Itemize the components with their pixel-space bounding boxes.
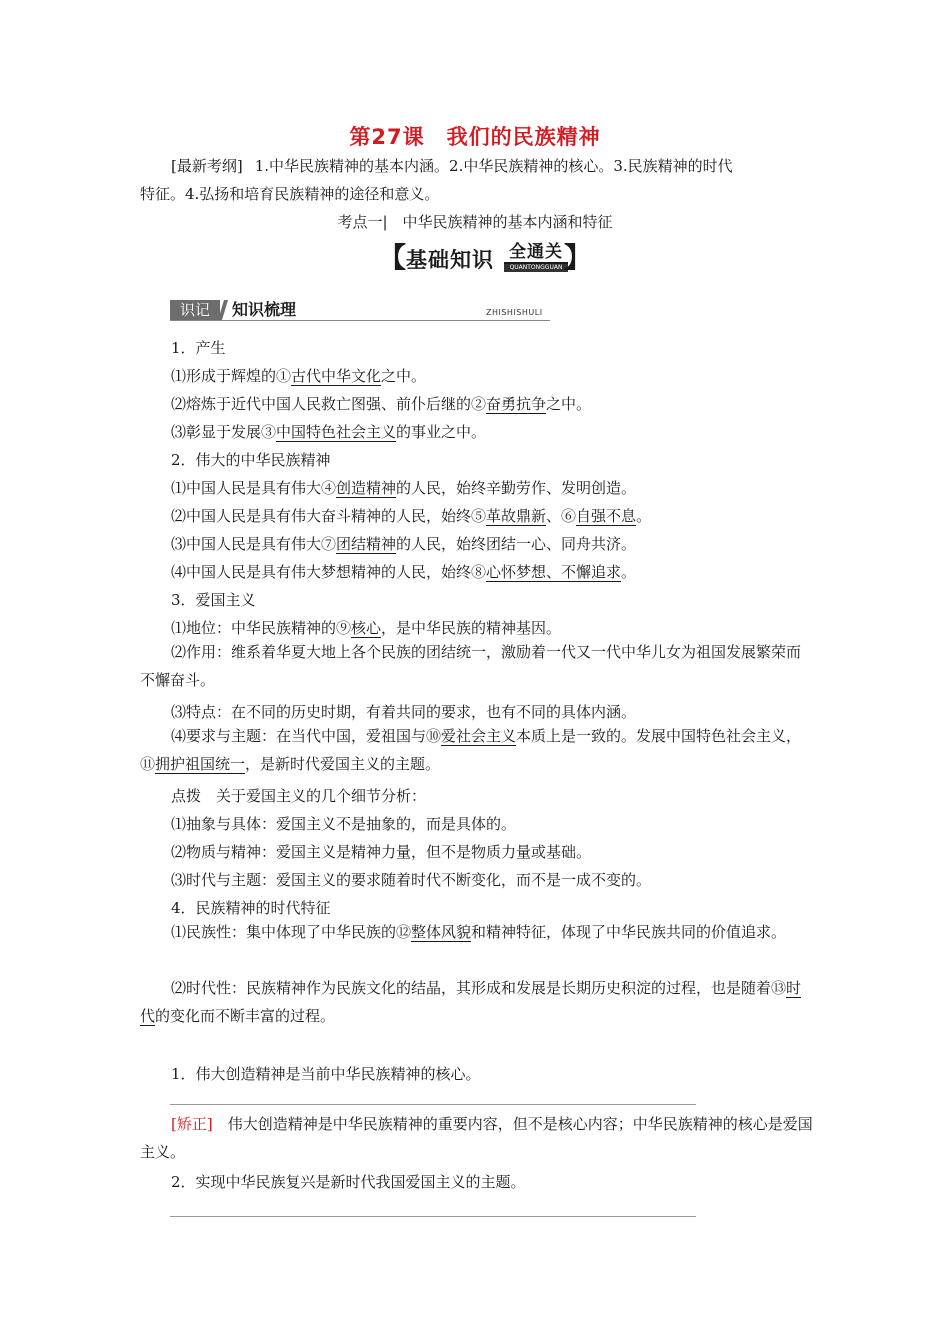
outline-tag: [最新考纲] bbox=[171, 157, 243, 175]
dianbo: 点拨 关于爱国主义的几个细节分析： bbox=[171, 787, 427, 805]
item-3-1: ⑴地位：中华民族精神的⑨核心，是中华民族的精神基因。 bbox=[171, 619, 562, 637]
banner-main: 基础知识 bbox=[406, 248, 494, 272]
banner-box-text: 全通关 bbox=[504, 242, 568, 264]
item-3-2: ⑵作用：维系着华夏大地上各个民族的团结统一，激励着一代又一代中华儿女为祖国发展繁荣而不懈奋斗。 bbox=[140, 643, 802, 689]
correction-tag: [矫正] bbox=[171, 1115, 213, 1133]
item-1-3: ⑶彰显于发展③中国特色社会主义的事业之中。 bbox=[171, 423, 487, 441]
item-2-4: ⑷中国人民是具有伟大梦想精神的人民，始终⑧心怀梦想、不懈追求。 bbox=[171, 563, 637, 581]
heading-origin: 1．产生 bbox=[171, 339, 226, 357]
outline-line-1 bbox=[171, 156, 733, 176]
detail-3: ⑶时代与主题：爱国主义的要求随着时代不断变化，而不是一成不变的。 bbox=[171, 871, 652, 889]
lesson-title bbox=[0, 121, 950, 151]
item-2-2: ⑵中国人民是具有伟大奋斗精神的人民，始终⑤革故鼎新、⑥自强不息。 bbox=[171, 507, 652, 525]
item-3-4: ⑷要求与主题：在当代中国，爱祖国与⑩爱社会主义本质上是一致的。发展中国特色社会主义，⑪拥护祖国统一，是新时代爱国主义的主题。 bbox=[140, 727, 802, 773]
answer-line-1 bbox=[170, 1104, 696, 1105]
lesson-name: 我们的民族精神 bbox=[446, 125, 601, 149]
bracket-left-icon: 【 bbox=[378, 241, 407, 274]
item-4-1: ⑴民族性：集中体现了中华民族的⑫整体风貌和精神特征，体现了中华民族共同的价值追求。 bbox=[171, 923, 787, 941]
item-2-3: ⑶中国人民是具有伟大⑦团结精神的人民，始终团结一心、同舟共济。 bbox=[171, 535, 637, 553]
heading-patriotism: 3．爱国主义 bbox=[171, 591, 256, 609]
section-tag: 识记 bbox=[170, 300, 220, 320]
banner-box bbox=[504, 242, 568, 272]
lesson-number: 第27课 bbox=[349, 125, 425, 149]
item-2-1: ⑴中国人民是具有伟大④创造精神的人民，始终辛勤劳作、发明创造。 bbox=[171, 479, 637, 497]
section-rule bbox=[170, 320, 550, 321]
kaodian-heading: 考点一| 中华民族精神的基本内涵和特征 bbox=[337, 213, 613, 231]
banner-pinyin: QUANTONGGUAN bbox=[504, 264, 568, 272]
judge-question-1: 1．伟大创造精神是当前中华民族精神的核心。 bbox=[171, 1065, 481, 1083]
slash-icon bbox=[218, 300, 228, 320]
basic-knowledge-banner bbox=[378, 238, 592, 278]
section-bar bbox=[170, 300, 550, 322]
judge-correction: [矫正] 伟大创造精神是中华民族精神的重要内容，但不是核心内容；中华民族精神的核心是爱国主义。 bbox=[140, 1115, 813, 1161]
judge-question-2: 2．实现中华民族复兴是新时代我国爱国主义的主题。 bbox=[171, 1173, 526, 1191]
item-1-2: ⑵熔炼于近代中国人民救亡图强、前仆后继的②奋勇抗争之中。 bbox=[171, 395, 592, 413]
heading-era-features: 4．民族精神的时代特征 bbox=[171, 899, 331, 917]
answer-line-2 bbox=[170, 1216, 696, 1217]
detail-1: ⑴抽象与具体：爱国主义不是抽象的，而是具体的。 bbox=[171, 815, 517, 833]
section-pinyin: ZHISHISHULI bbox=[486, 308, 543, 317]
outline-line-2: 特征。4.弘扬和培育民族精神的途径和意义。 bbox=[140, 185, 440, 203]
item-3-3: ⑶特点：在不同的历史时期，有着共同的要求，也有不同的具体内涵。 bbox=[171, 703, 637, 721]
section-name: 知识梳理 bbox=[232, 300, 297, 319]
item-4-2: ⑵时代性：民族精神作为民族文化的结晶，其形成和发展是长期历史积淀的过程，也是随着⑬时代的变化而不断丰富的过程。 bbox=[140, 979, 802, 1025]
bracket-right-icon: 】 bbox=[563, 241, 592, 274]
heading-great-spirit: 2．伟大的中华民族精神 bbox=[171, 451, 331, 469]
outline-text-1: 1.中华民族精神的基本内涵。2.中华民族精神的核心。3.民族精神的时代 bbox=[254, 157, 733, 175]
item-1-1: ⑴形成于辉煌的①古代中华文化之中。 bbox=[171, 367, 427, 385]
detail-2: ⑵物质与精神：爱国主义是精神力量，但不是物质力量或基础。 bbox=[171, 843, 592, 861]
